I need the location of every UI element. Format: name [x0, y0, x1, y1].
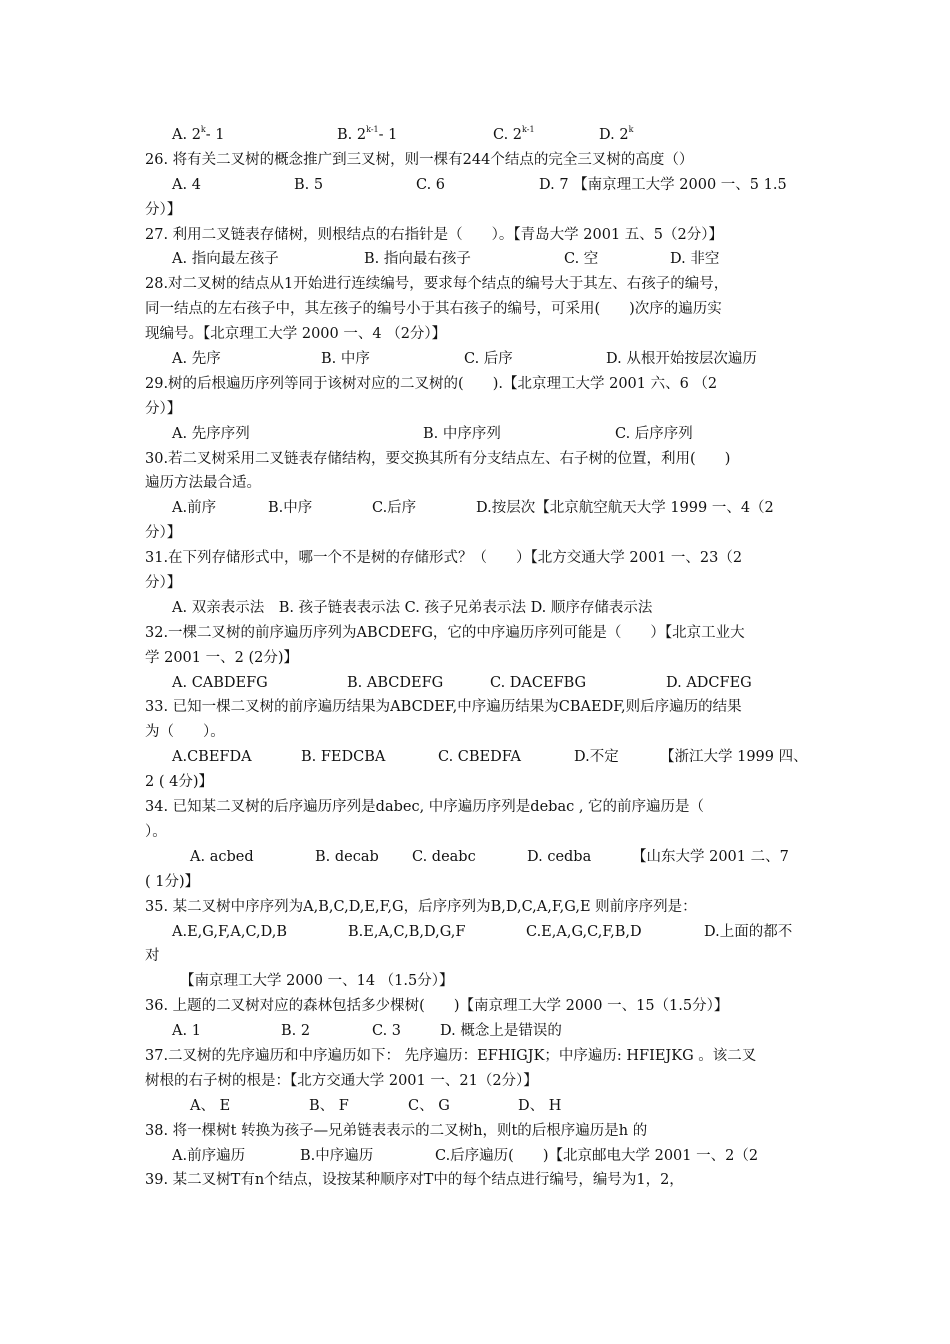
q25-option-a: A. 2$^k$- 1	[172, 125, 225, 143]
q30-option-b: B.中序	[268, 500, 313, 517]
q36-option-d: D. 概念上是错误的	[440, 1023, 562, 1040]
q27-option-a: A. 指向最左孩子	[172, 251, 279, 268]
q28-line-2: 同一结点的左右孩子中，其左孩子的编号小于其右孩子的编号，可采用( )次序的遍历实	[145, 301, 722, 318]
q34-option-b: B. decab	[315, 848, 379, 865]
q36-option-b: B. 2	[281, 1023, 311, 1040]
q32-option-b: B. ABCDEFG	[347, 674, 444, 691]
q30-option-a: A.前序	[172, 500, 217, 517]
q31-line-2: 分）】	[145, 575, 182, 592]
q28-option-d: D. 从根开始按层次遍历	[606, 351, 757, 368]
q31-line-1: 31.在下列存储形式中，哪一个不是树的存储形式？（ ）【北方交通大学 2001 一、23（2	[145, 550, 743, 567]
q38-option-a: A.前序遍历	[172, 1147, 246, 1164]
q37-option-a: A、 E	[190, 1097, 231, 1114]
q33-source-cont: 2 ( 4分)】	[145, 774, 213, 791]
q35-options	[145, 920, 813, 945]
q35-option-a: A.E,G,F,A,C,D,B	[172, 923, 288, 940]
q35-option-d: D.上面的都不	[704, 923, 793, 940]
q29-line-2: 分）】	[145, 400, 182, 417]
q32-line-2: 学 2001 一、2 (2分)】	[145, 649, 298, 666]
q37-options	[145, 1094, 813, 1119]
q35-stem: 35. 某二叉树中序序列为A,B,C,D,E,F,G，后序序列为B,D,C,A,F,G,E 则前序序列是：	[145, 898, 697, 915]
q33-source: 【浙江大学 1999 四、	[660, 749, 808, 766]
q29-option-c: C. 后序序列	[615, 425, 693, 442]
q26-source-cont: 分）】	[145, 201, 182, 218]
q27-options	[145, 247, 813, 272]
q32-options	[145, 671, 813, 696]
q34-option-a: A. acbed	[190, 848, 254, 865]
q38-option-b: B.中序遍历	[300, 1147, 374, 1164]
q26-stem: 26. 将有关二叉树的概念推广到三叉树，则一棵有244个结点的完全三叉树的高度（）	[145, 151, 694, 168]
q30-line-2: 遍历方法最合适。	[145, 475, 261, 492]
q28-line-3: 现编号。【北京理工大学 2000 一、4 （2分）】	[145, 326, 447, 343]
q27-stem: 27. 利用二叉链表存储树，则根结点的右指针是（ ）。【青岛大学 2001 五、5（2分）】	[145, 226, 723, 243]
q25-options	[145, 123, 813, 148]
q26-options	[145, 173, 813, 198]
q28-options	[145, 347, 813, 372]
q29-option-b: B. 中序序列	[423, 425, 501, 442]
q31-options: A. 双亲表示法 B. 孩子链表表示法 C. 孩子兄弟表示法 D. 顺序存储表示法	[172, 599, 653, 616]
q28-option-b: B. 中序	[321, 351, 370, 368]
q32-option-c: C. DACEFBG	[490, 674, 587, 691]
q37-option-b: B、 F	[309, 1097, 349, 1114]
q35-option-b: B.E,A,C,B,D,G,F	[348, 923, 466, 940]
q34-source-cont: ( 1分)】	[145, 873, 200, 890]
q32-option-a: A. CABDEFG	[172, 674, 268, 691]
q26-option-c: C. 6	[416, 176, 446, 193]
q34-option-d: D. cedba	[527, 848, 592, 865]
q26-option-a: A. 4	[172, 176, 201, 193]
q38-options	[145, 1144, 813, 1169]
q37-option-c: C、 G	[408, 1097, 450, 1114]
q35-option-d-cont: 对	[145, 948, 160, 965]
q32-option-d: D. ADCFEG	[666, 674, 752, 691]
q28-option-c: C. 后序	[464, 351, 513, 368]
q27-option-c: C. 空	[564, 251, 599, 268]
q39-stem: 39. 某二叉树T有n个结点，设按某种顺序对T中的每个结点进行编号，编号为1，2，	[145, 1172, 684, 1189]
q32-line-1: 32.一棵二叉树的前序遍历序列为ABCDEFG，它的中序遍历序列可能是（ ）【北京工业大	[145, 624, 745, 641]
q34-source: 【山东大学 2001 二、7	[632, 848, 789, 865]
q28-line-1: 28.对二叉树的结点从1开始进行连续编号，要求每个结点的编号大于其左、右孩子的编号，	[145, 276, 729, 293]
q37-option-d: D、 H	[518, 1097, 562, 1114]
q35-option-c: C.E,A,G,C,F,B,D	[526, 923, 642, 940]
q25-option-c: C. 2$^{k-1}$	[493, 125, 535, 143]
q33-line-1: 33. 已知一棵二叉树的前序遍历结果为ABCDEF,中序遍历结果为CBAEDF,则后序遍历的结果	[145, 699, 742, 716]
q26-option-b: B. 5	[294, 176, 324, 193]
q27-option-b: B. 指向最右孩子	[364, 251, 471, 268]
q34-line-2: ）。	[145, 823, 167, 840]
q30-options	[145, 496, 813, 521]
q36-option-a: A. 1	[172, 1023, 201, 1040]
q33-option-b: B. FEDCBA	[301, 749, 386, 766]
q29-line-1: 29.树的后根遍历序列等同于该树对应的二叉树的( ).【北京理工大学 2001 六、6 （2	[145, 375, 718, 392]
q30-line-1: 30.若二叉树采用二叉链表存储结构，要交换其所有分支结点左、右子树的位置，利用( )	[145, 450, 731, 467]
q26-option-d: D. 7 【南京理工大学 2000 一、5 1.5	[539, 176, 787, 193]
q38-stem: 38. 将一棵树t 转换为孩子—兄弟链表表示的二叉树h，则t的后根序遍历是h 的	[145, 1122, 648, 1139]
q34-option-c: C. deabc	[412, 848, 476, 865]
document-page	[145, 123, 813, 1193]
q25-option-b: B. 2$^{k-1}$- 1	[337, 125, 398, 143]
q30-option-c: C.后序	[372, 500, 417, 517]
q29-option-a: A. 先序序列	[172, 425, 250, 442]
q33-options	[145, 745, 813, 770]
q36-options	[145, 1019, 813, 1044]
q37-line-2: 树根的右子树的根是：【北方交通大学 2001 一、21（2分）】	[145, 1072, 538, 1089]
q36-option-c: C. 3	[372, 1023, 402, 1040]
q33-option-a: A.CBEFDA	[172, 749, 252, 766]
q34-line-1: 34. 已知某二叉树的后序遍历序列是dabec, 中序遍历序列是debac , 它的前序遍历是（	[145, 799, 705, 816]
q28-option-a: A. 先序	[172, 351, 221, 368]
q27-option-d: D. 非空	[670, 251, 720, 268]
q33-option-c: C. CBEDFA	[438, 749, 522, 766]
q37-line-1: 37.二叉树的先序遍历和中序遍历如下： 先序遍历：EFHIGJK；中序遍历: HFIEJKG 。该二叉	[145, 1047, 757, 1064]
q36-stem: 36. 上题的二叉树对应的森林包括多少棵树( )【南京理工大学 2000 一、15（1.5分）】	[145, 998, 729, 1015]
q33-option-d: D.不定	[574, 749, 619, 766]
q35-source: 【南京理工大学 2000 一、14 （1.5分）】	[180, 973, 454, 990]
q30-option-d: D.按层次【北京航空航天大学 1999 一、4（2	[476, 500, 774, 517]
q34-options	[145, 845, 813, 870]
q29-options	[145, 422, 813, 447]
q25-option-d: D. 2$^k$	[599, 125, 634, 143]
q33-line-2: 为（ ）。	[145, 724, 225, 741]
q38-option-c: C.后序遍历( )【北京邮电大学 2001 一、2（2	[435, 1147, 759, 1164]
q30-source-cont: 分）】	[145, 525, 182, 542]
